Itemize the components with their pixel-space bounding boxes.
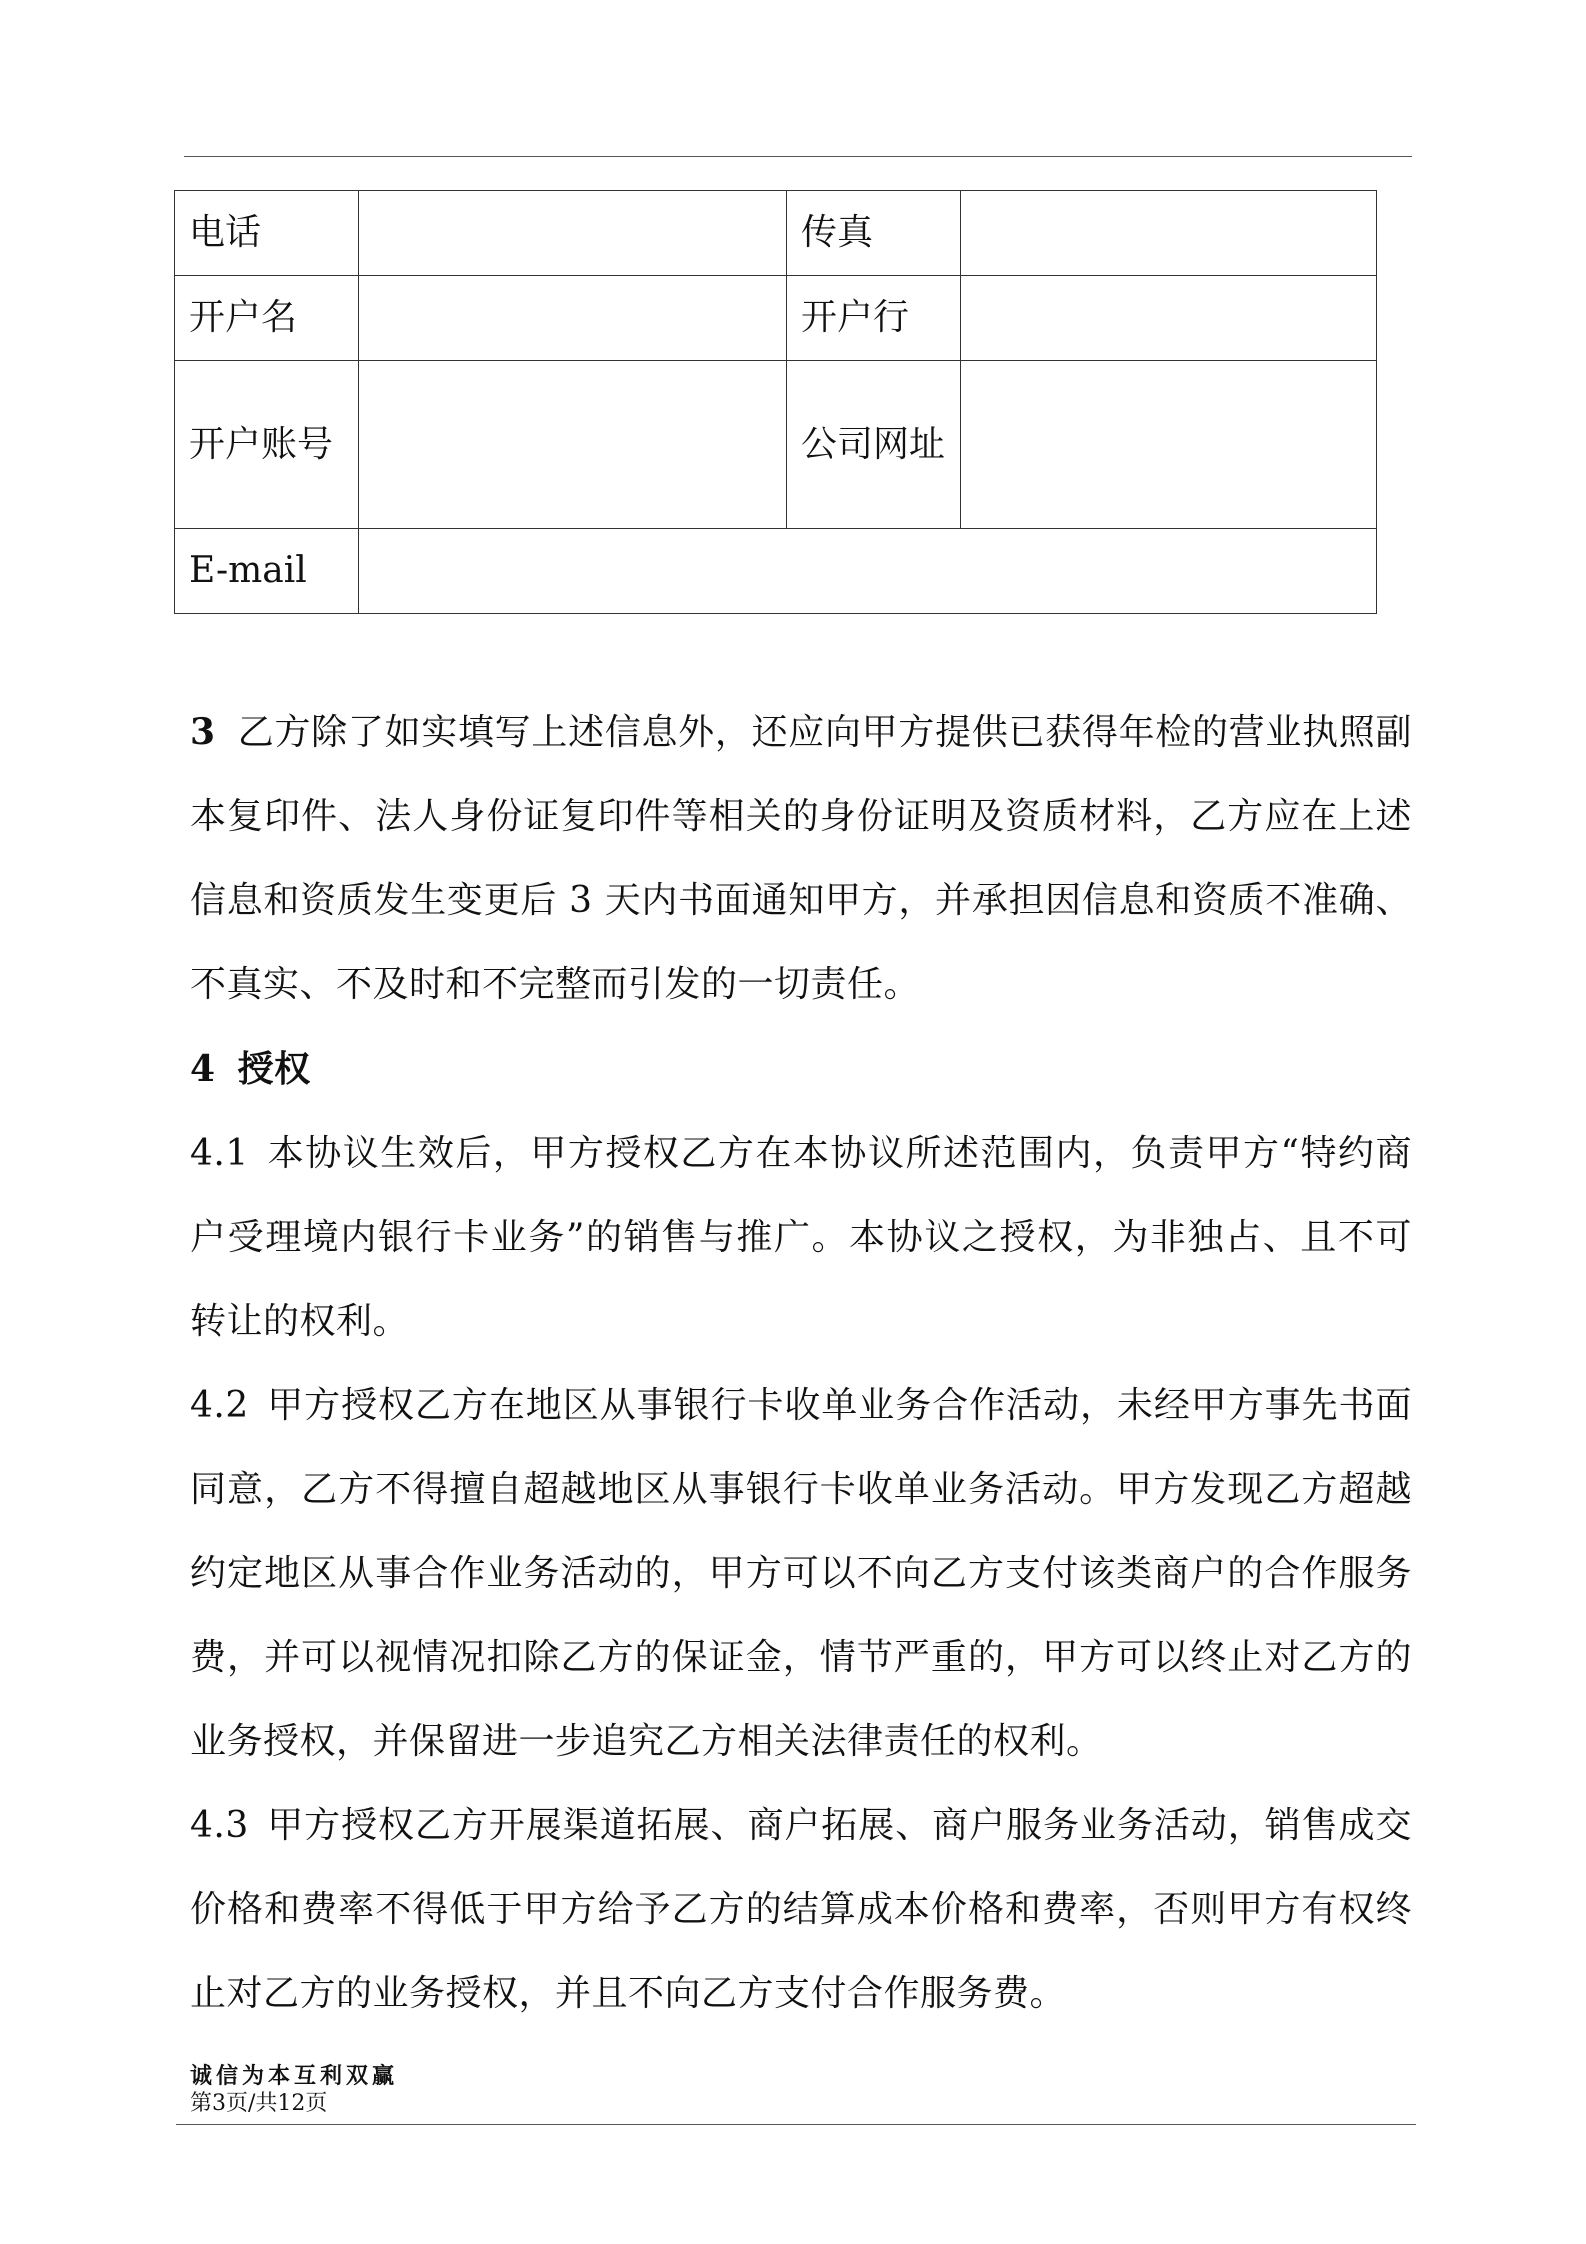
clause-number: 4.2 [190,1385,249,1426]
account-number-label: 开户账号 [175,361,359,529]
section-title: 授权 [237,1048,311,1090]
clause-number: 4 [190,1048,216,1090]
footer-motto: 诚信为本互利双赢 [190,2063,399,2089]
table-row [175,276,1377,361]
website-label: 公司网址 [787,361,961,529]
footer-rule [176,2124,1416,2125]
clause-text: 甲方授权乙方开展渠道拓展、商户拓展、商户服务业务活动，销售成交价格和费率不得低于甲方给予乙方的结算成本价格和费率，否则甲方有权终止对乙方的业务授权，并且不向乙方支付合作服务费。 [190,1805,1412,2014]
clause-4-3 [190,1784,1412,2036]
fax-field[interactable] [961,191,1377,276]
page-number: 第3页/共12页 [190,2091,328,2116]
clause-text: 本协议生效后，甲方授权乙方在本协议所述范围内，负责甲方“特约商户受理境内银行卡业务”的销售与推广。本协议之授权，为非独占、且不可转让的权利。 [190,1133,1412,1342]
page-footer [190,2062,398,2118]
clause-3 [190,690,1412,1027]
website-field[interactable] [961,361,1377,529]
contact-info-table [174,190,1377,614]
account-name-label: 开户名 [175,276,359,361]
email-label: E-mail [175,529,359,614]
account-number-field[interactable] [359,361,787,529]
clause-4-2 [190,1364,1412,1784]
table-row [175,529,1377,614]
email-field[interactable] [359,529,1377,614]
table-row [175,191,1377,276]
header-rule [184,156,1412,157]
table-row [175,361,1377,529]
phone-label: 电话 [175,191,359,276]
bank-field[interactable] [961,276,1377,361]
phone-field[interactable] [359,191,787,276]
account-name-field[interactable] [359,276,787,361]
bank-label: 开户行 [787,276,961,361]
clause-4-1 [190,1112,1412,1364]
clause-number: 3 [190,711,216,753]
clause-text: 甲方授权乙方在地区从事银行卡收单业务合作活动，未经甲方事先书面同意，乙方不得擅自超越地区从事银行卡收单业务活动。甲方发现乙方超越约定地区从事合作业务活动的，甲方可以不向乙方支付该类商户的合作服务费，并可以视情况扣除乙方的保证金，情节严重的，甲方可以终止对乙方的业务授权，并保留进一步追究乙方相关法律责任的权利。 [190,1385,1412,1762]
clause-text: 乙方除了如实填写上述信息外，还应向甲方提供已获得年检的营业执照副本复印件、法人身份证复印件等相关的身份证明及资质材料，乙方应在上述信息和资质发生变更后 3 天内书面通知甲方，并承担因信息和资质不准确、不真实、不及时和不完整而引发的一切责任。 [190,712,1412,1005]
clause-number: 4.1 [190,1133,249,1174]
clause-4-heading [190,1027,1412,1112]
fax-label: 传真 [787,191,961,276]
clause-number: 4.3 [190,1805,249,1846]
contract-body [190,690,1412,2036]
